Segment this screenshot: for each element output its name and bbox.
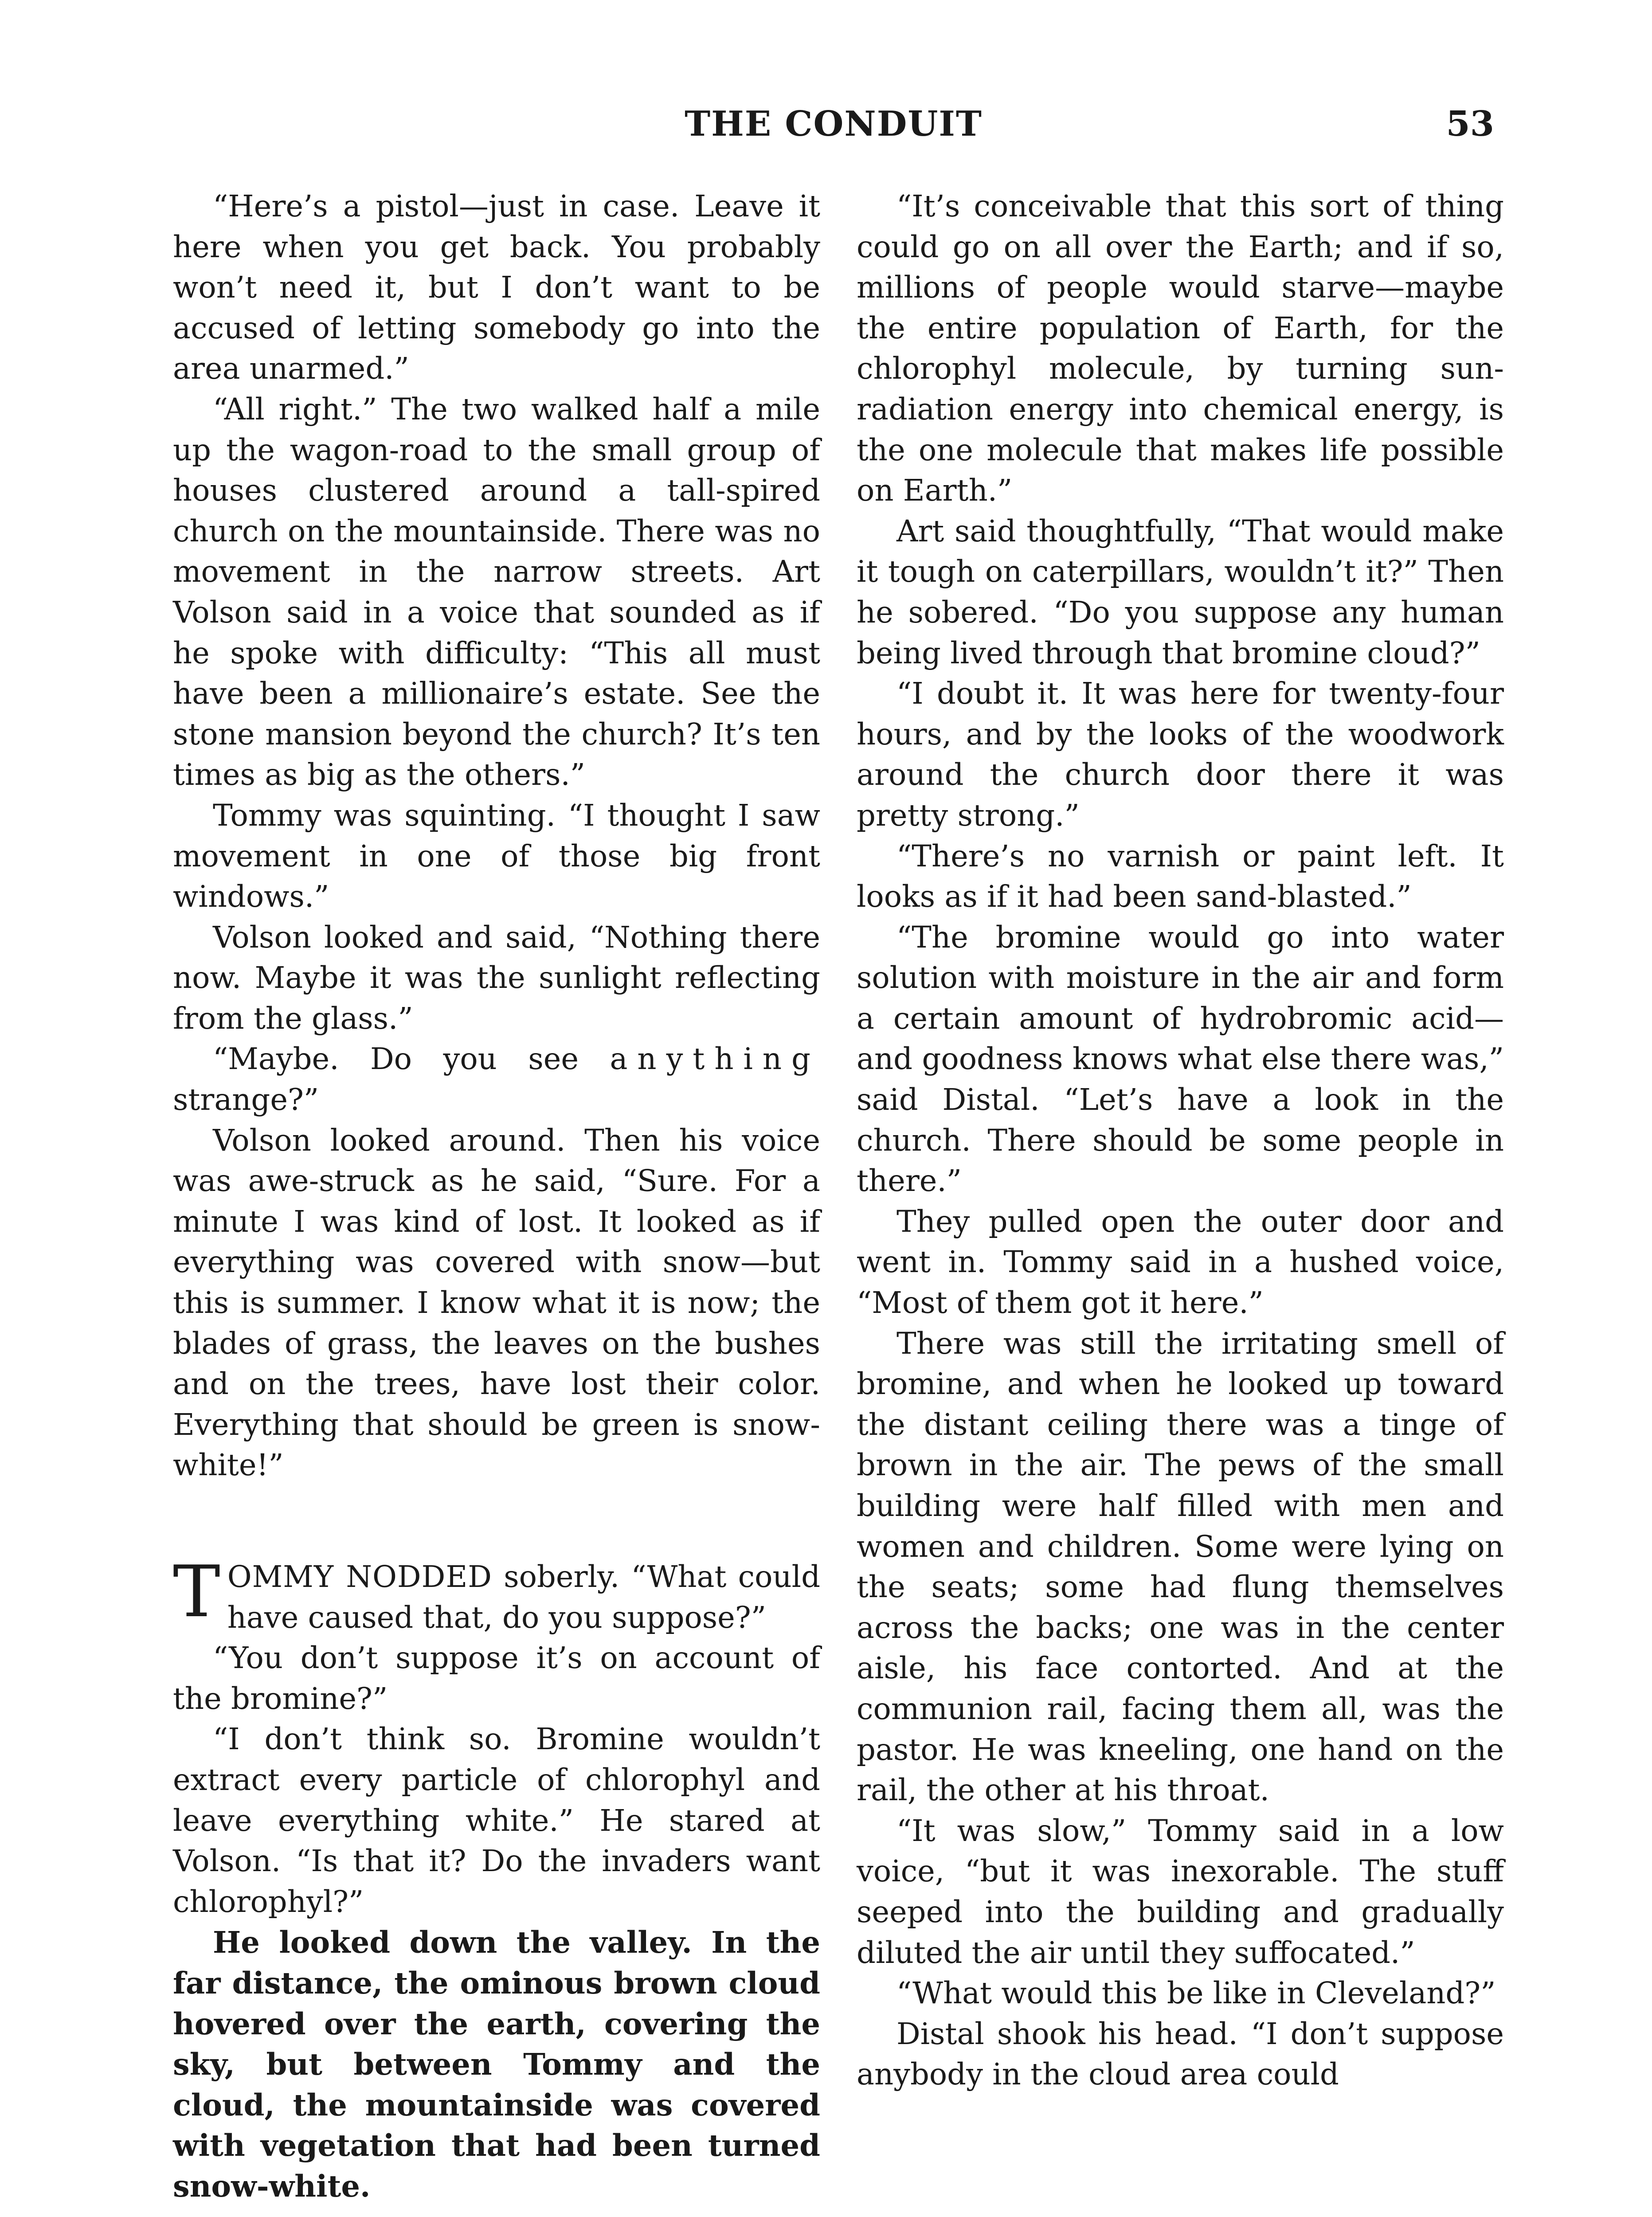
paragraph: Volson looked and said, “Nothing there now. Maybe it was the sunlight reflecting from the glass.” bbox=[173, 920, 820, 1036]
paragraph: Tommy was squinting. “I thought I saw movement in one of those big front windows.” bbox=[173, 798, 820, 914]
paragraph: They pulled open the outer door and went in. Tommy said in a hushed voice, “Most of them got it here.” bbox=[857, 1204, 1504, 1320]
paragraph: “There’s no varnish or paint left. It looks as if it had been sand-blasted.” bbox=[857, 838, 1504, 914]
paragraph: “You don’t suppose it’s on account of the bromine?” bbox=[173, 1641, 820, 1716]
running-header bbox=[173, 98, 1494, 151]
paragraph bbox=[173, 1039, 820, 1120]
small-caps-lead: OMMY NODDED bbox=[227, 1559, 492, 1594]
paragraph: “I don’t think so. Bromine wouldn’t extract every particle of chlorophyl and leave everything white.” He stared at Volson. “Is that it? Do the invaders want chlorophyl?” bbox=[173, 1722, 820, 1919]
paragraph: Art said thoughtfully, “That would make it tough on caterpillars, wouldn’t it?” Then he sobered. “Do you suppose any human being lived through that bromine cloud?” bbox=[857, 513, 1504, 670]
paragraph: “Here’s a pistol—just in case. Leave it here when you get back. You probably won’t need it, but I don’t want to be accused of letting somebody go into the area unarmed.” bbox=[173, 189, 820, 386]
paragraph: He looked down the valley. In the far distance, the ominous brown cloud hovered over the earth, covering the sky, but between Tommy and the cloud, the mountainside was covered with vegetation that had been turned snow-white. bbox=[173, 1925, 820, 2204]
drop-cap: T bbox=[173, 1550, 220, 1633]
spaced-emphasis: anything bbox=[610, 1042, 820, 1077]
paragraph: “I doubt it. It was here for twenty-four hours, and by the looks of the woodwork around the church door there it was pretty strong.” bbox=[857, 676, 1504, 833]
paragraph: Volson looked around. Then his voice was awe-struck as he said, “Sure. For a minute I was kind of lost. It looked as if everything was covered with snow—but this is summer. I know what it is now; the blades of grass, the leaves on the bushes and on the trees, have lost their color. Everything that should be green is snow-white!” bbox=[173, 1123, 820, 1483]
paragraph: “The bromine would go into water solution with moisture in the air and form a certain amount of hydrobromic acid—and goodness knows what else there was,” said Distal. “Let’s have a look in the church. There should be some people in there.” bbox=[857, 920, 1504, 1199]
right-column bbox=[857, 186, 1504, 2095]
text-run: soberly. “What could have caused that, do you suppose?” bbox=[227, 1559, 820, 1635]
text-run: strange?” bbox=[173, 1082, 319, 1117]
paragraph: “It’s conceivable that this sort of thing could go on all over the Earth; and if so, millions of people would starve—maybe the entire population of Earth, for the chlorophyl molecule, by turning sun-radiation energy into chemical energy, is the one molecule that makes life possible on Earth.” bbox=[857, 189, 1504, 508]
paragraph: “What would this be like in Cleveland?” bbox=[896, 1976, 1496, 2011]
page-number: 53 bbox=[1446, 104, 1494, 144]
paragraph: Distal shook his head. “I don’t suppose anybody in the cloud area could bbox=[857, 2016, 1504, 2092]
text-run: “Maybe. Do you see bbox=[213, 1042, 579, 1077]
paragraph: “It was slow,” Tommy said in a low voice, “but it was inexorable. The stuff seeped into the building and gradually diluted the air until they suffocated.” bbox=[857, 1813, 1504, 1970]
paragraph: “All right.” The two walked half a mile up the wagon-road to the small group of houses clustered around a tall-spired church on the mountainside. There was no movement in the narrow streets. Art Volson said in a voice that sounded as if he spoke with difficulty: “This all must have been a millionaire’s estate. See the stone mansion beyond the church? It’s ten times as big as the others.” bbox=[173, 392, 820, 792]
paragraph: There was still the irritating smell of bromine, and when he looked up toward the distant ceiling there was a tinge of brown in the air. The pews of the small building were half filled with men and women and children. Some were lying on the seats; some had flung themselves across the backs; one was in the center aisle, his face contorted. And at the communion rail, facing them all, was the pastor. He was kneeling, one hand on the rail, the other at his throat. bbox=[857, 1326, 1504, 1808]
section-opening-paragraph bbox=[173, 1550, 820, 1638]
running-title: THE CONDUIT bbox=[685, 104, 983, 144]
left-column bbox=[173, 186, 820, 2207]
